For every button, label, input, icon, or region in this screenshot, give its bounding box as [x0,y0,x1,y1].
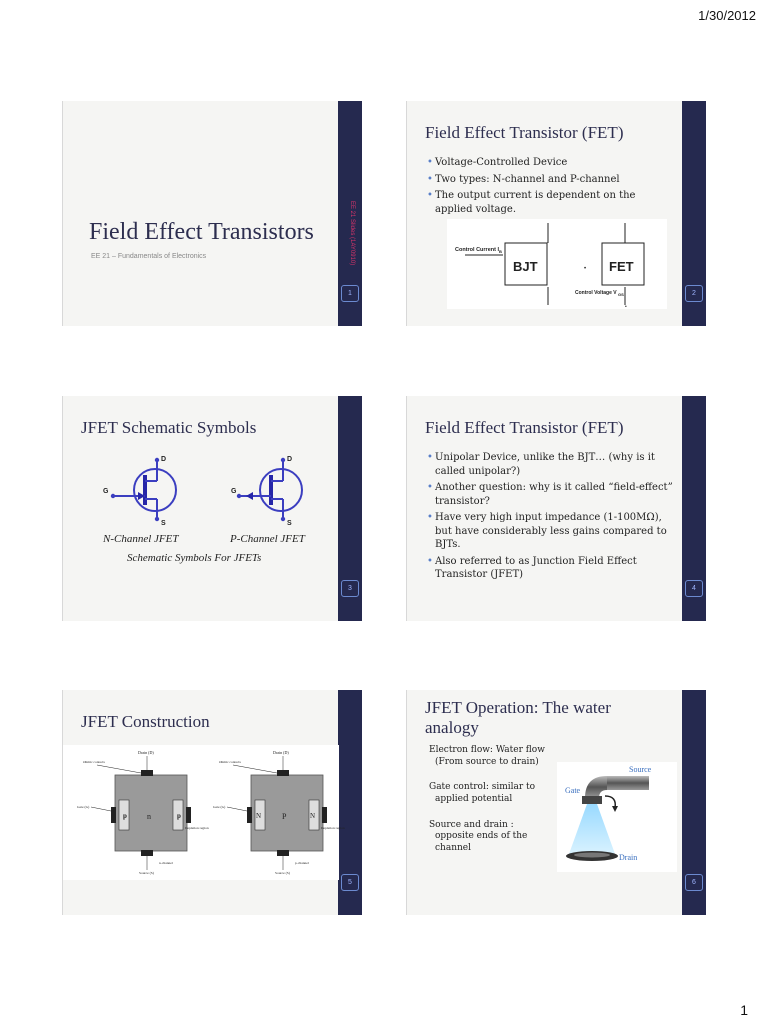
n-channel-jfet-symbol [103,456,176,527]
source-label: Source (S) [139,871,154,875]
control-voltage-label: Control Voltage V [575,290,617,296]
gate-label: Gate [565,786,581,795]
control-voltage-sub: GS [618,292,624,297]
source-label: Source [629,765,652,774]
slide-5 [62,690,362,915]
source-label: S [287,520,292,527]
p-region-label: p [123,812,127,820]
slide-number: 4 [685,580,703,597]
bullet-list [427,156,667,219]
slide-text [429,745,549,869]
svg-text:•: • [584,266,587,272]
slide-1 [62,101,362,326]
paragraph: Electron flow: Water flow (From source to drain) [429,745,545,767]
slide-vertical-text: EE 21 Slides (1AY0910) [349,201,355,266]
bullet-item: • Have very high input impedance (1-100MΩ), but have considerably less gains compared to BJTs. [427,511,677,552]
drain-label: Drain (D) [138,750,154,755]
gate-label: Gate (G) [77,805,90,809]
water-faucet-diagram [557,762,677,872]
n-channel-label: N-Channel JFET [103,533,179,545]
bullet-item: • Another question: why is it called “field-effect” transistor? [427,481,677,508]
ohmic-contacts-label: Ohmic contacts [83,760,105,764]
slide-number: 6 [685,874,703,891]
depletion-region-label: Depletion region [321,826,345,830]
bullet-item: • Also referred to as Junction Field Effect Transistor (JFET) [427,555,677,582]
control-current-label: Control Current I [455,247,499,253]
slide-number: 5 [341,874,359,891]
p-region-label: p [177,812,181,820]
p-region-label: P [282,812,287,821]
figure-caption: Schematic Symbols For JFETs [127,552,262,564]
slide-title: JFET Operation: The water analogy [425,698,611,738]
gate-label: Gate (G) [213,805,226,809]
bjt-label: BJT [513,259,538,274]
bullet-list [427,451,677,585]
jfet-construction-diagram [63,745,345,880]
slide-2 [406,101,706,326]
page-date: 1/30/2012 [698,8,756,23]
gate-label: G [231,488,237,495]
paragraph: Source and drain : opposite ends of the channel [429,819,528,854]
n-region-label: N [310,812,316,820]
fet-label: FET [609,259,634,274]
slide-subtitle: EE 21 – Fundamentals of Electronics [91,253,207,260]
slide-6 [406,690,706,915]
bullet-item: • Two types: N-channel and P-channel [427,173,667,187]
svg-text:•: • [625,304,627,310]
bjt-fet-diagram [447,219,667,309]
control-current-sub: B [499,249,502,254]
slide-4 [406,396,706,621]
channel-label: p-channel [295,861,309,865]
slide-number: 3 [341,580,359,597]
bullet-item: • Voltage-Controlled Device [427,156,667,170]
drain-label: D [161,456,167,463]
p-channel-jfet-symbol [231,456,302,527]
bullet-item: • Unipolar Device, unlike the BJT… (why is it called unipolar?) [427,451,677,478]
slide-title: JFET Construction [81,712,210,731]
slide-title: Field Effect Transistor (FET) [425,418,624,437]
source-label: Source (S) [275,871,290,875]
slide-number: 2 [685,285,703,302]
page-number: 1 [740,1002,748,1018]
drain-label: D [287,456,293,463]
p-channel-label: P-Channel JFET [230,533,305,545]
channel-label: n-channel [159,861,173,865]
slide-title: Field Effect Transistors [89,219,314,245]
slide-title: Field Effect Transistor (FET) [425,123,624,142]
drain-label: Drain (D) [273,750,289,755]
source-label: S [161,520,166,527]
slide-title: JFET Schematic Symbols [81,418,257,437]
n-region-label: N [256,812,262,820]
drain-label: Drain [619,853,638,862]
slide-3 [62,396,362,621]
ohmic-contacts-label: Ohmic contacts [219,760,241,764]
gate-label: G [103,488,109,495]
depletion-region-label: Depletion region [185,826,209,830]
n-region-label: n [147,812,151,821]
bullet-item: • The output current is dependent on the applied voltage. [427,189,667,216]
paragraph: Gate control: similar to applied potential [429,782,536,805]
slide-number: 1 [341,285,359,302]
